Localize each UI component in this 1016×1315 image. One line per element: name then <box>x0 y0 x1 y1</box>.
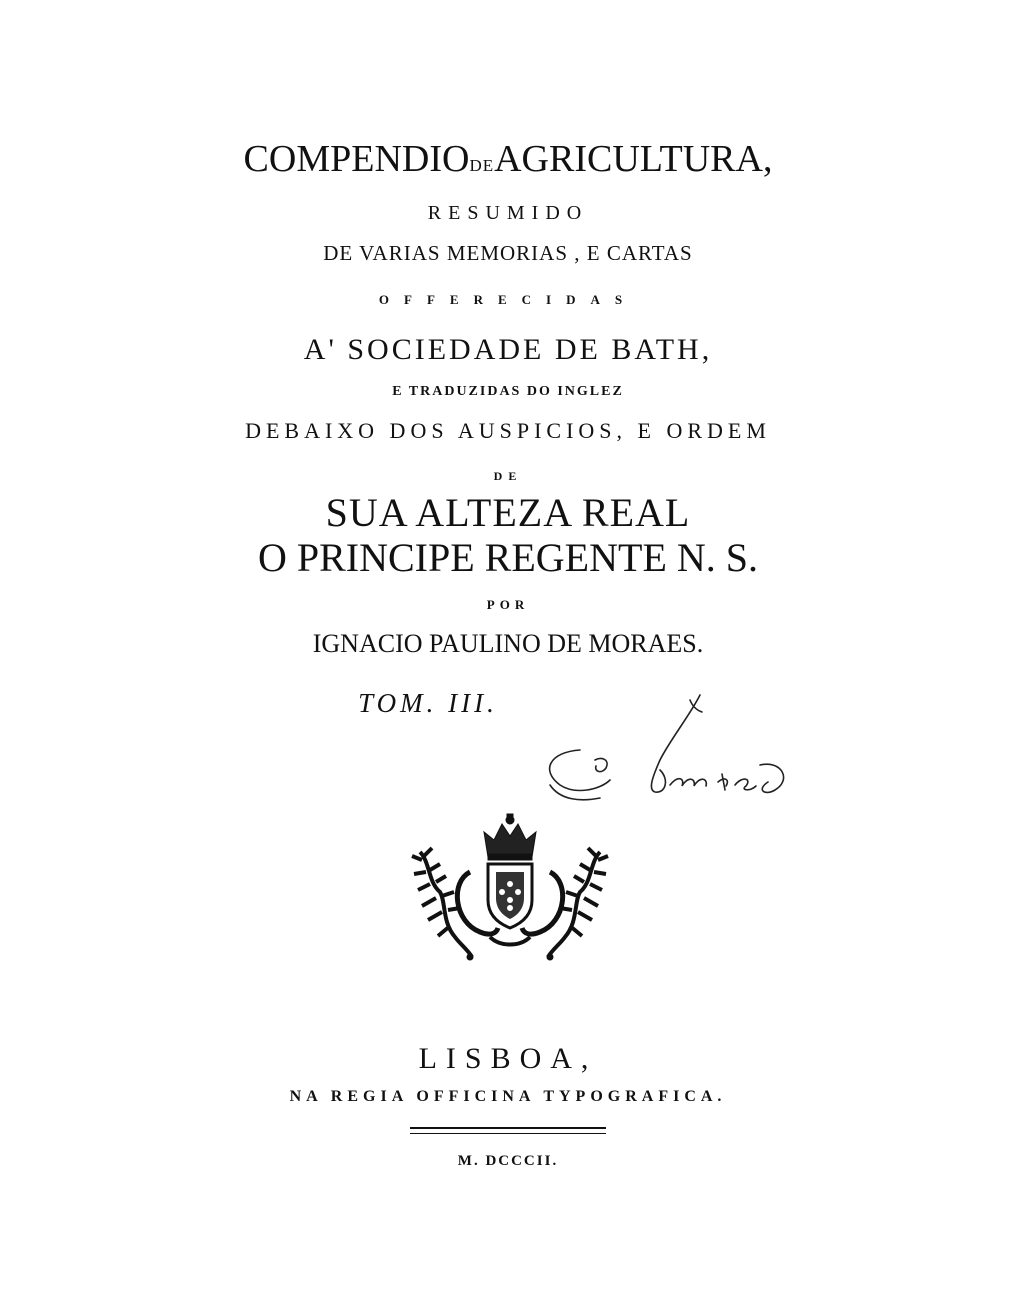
subtitle-resumido: RESUMIDO <box>427 202 589 224</box>
subtitle-traduzidas: E TRADUZIDAS DO INGLEZ <box>392 384 624 399</box>
author-name: IGNACIO PAULINO DE MORAES. <box>312 629 704 658</box>
subtitle-sociedade: A' SOCIEDADE DE BATH, <box>303 333 713 366</box>
subtitle-de: DE <box>493 469 523 483</box>
book-title <box>0 140 1016 178</box>
subtitle-debaixo: DEBAIXO DOS AUSPICIOS, E ORDEM <box>245 418 771 443</box>
double-rule-top <box>410 1127 606 1129</box>
imprint-printer: NA REGIA OFFICINA TYPOGRAFICA. <box>289 1088 727 1105</box>
subtitle-offerecidas: OFFERECIDAS <box>378 292 638 307</box>
volume-number: TOM. III. <box>358 688 498 718</box>
imprint-city: LISBOA, <box>418 1042 598 1075</box>
author-por: POR <box>486 597 530 612</box>
handwritten-signature <box>520 690 800 820</box>
title-main-after: AGRICULTURA, <box>494 138 773 180</box>
title-connector: DE <box>469 156 495 175</box>
subtitle-sua-alteza: SUA ALTEZA REAL <box>325 490 691 535</box>
subtitle-principe: O PRINCIPE REGENTE N. S. <box>257 535 759 580</box>
title-main-before: COMPENDIO <box>243 138 470 180</box>
royal-coat-of-arms-emblem <box>410 812 610 962</box>
imprint-date: M. DCCCII. <box>457 1153 559 1169</box>
subtitle-varias: DE VARIAS MEMORIAS , E CARTAS <box>323 241 693 265</box>
double-rule-bottom <box>410 1133 606 1134</box>
